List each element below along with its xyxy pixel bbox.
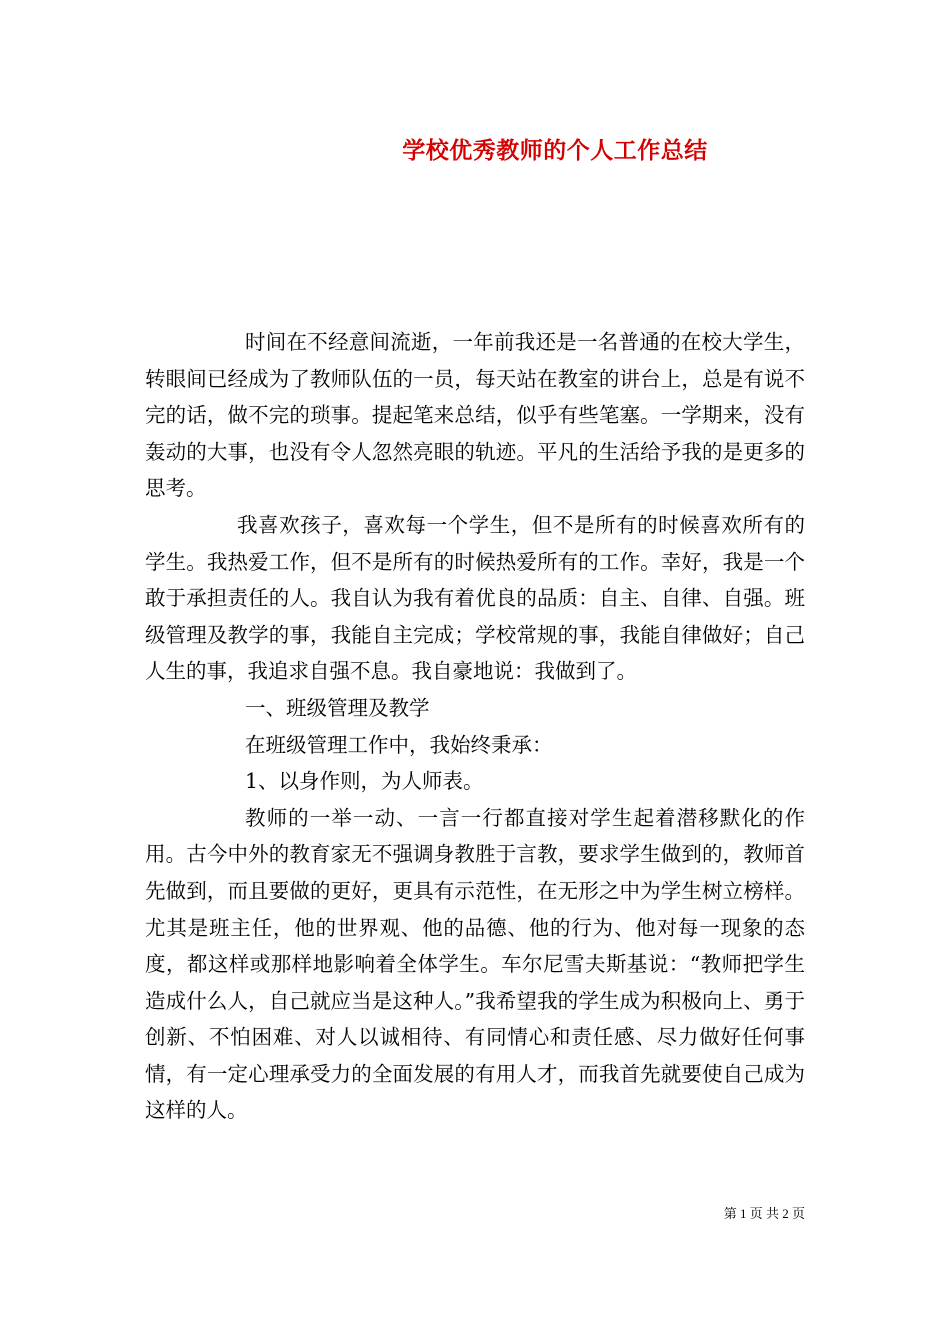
paragraph-character: 我喜欢孩子，喜欢每一个学生，但不是所有的时候喜欢所有的学生。我热爱工作，但不是所有的时候热爱所有的工作。幸好，我是一个敢于承担责任的人。我自认为我有着优良的品质：自主、自律、自强。班级管理及教学的事，我能自主完成；学校常规的事，我能自律做好；自己人生的事，我追求自强不息。我自豪地说：我做到了。	[145, 512, 805, 684]
list-item-1: 1、以身作则，为人师表。	[245, 769, 484, 794]
paragraph-principle-intro: 在班级管理工作中，我始终秉承：	[245, 732, 553, 757]
section-heading: 一、班级管理及教学	[245, 695, 430, 720]
document-title: 学校优秀教师的个人工作总结	[402, 137, 708, 164]
paragraph-intro: 时间在不经意间流逝，一年前我还是一名普通的在校大学生，转眼间已经成为了教师队伍的一员，每天站在教室的讲台上，总是有说不完的话，做不完的琐事。提起笔来总结，似乎有些笔塞。一学期来，没有轰动的大事，也没有令人忽然亮眼的轨迹。平凡的生活给予我的是更多的思考。	[145, 330, 805, 501]
document-body	[145, 324, 805, 1129]
page-number: 第 1 页 共 2 页	[723, 1206, 805, 1221]
paragraph-role-model: 教师的一举一动、一言一行都直接对学生起着潜移默化的作用。古今中外的教育家无不强调身教胜于言教，要求学生做到的，教师首先做到，而且要做的更好，更具有示范性，在无形之中为学生树立榜样。尤其是班主任，他的世界观、他的品德、他的行为、他对每一现象的态度，都这样或那样地影响着全体学生。车尔尼雪夫斯基说：“教师把学生造成什么人，自己就应当是这种人。”我希望我的学生成为积极向上、勇于创新、不怕困难、对人以诚相待、有同情心和责任感、尽力做好任何事情，有一定心理承受力的全面发展的有用人才，而我首先就要使自己成为这样的人。	[145, 805, 805, 1123]
